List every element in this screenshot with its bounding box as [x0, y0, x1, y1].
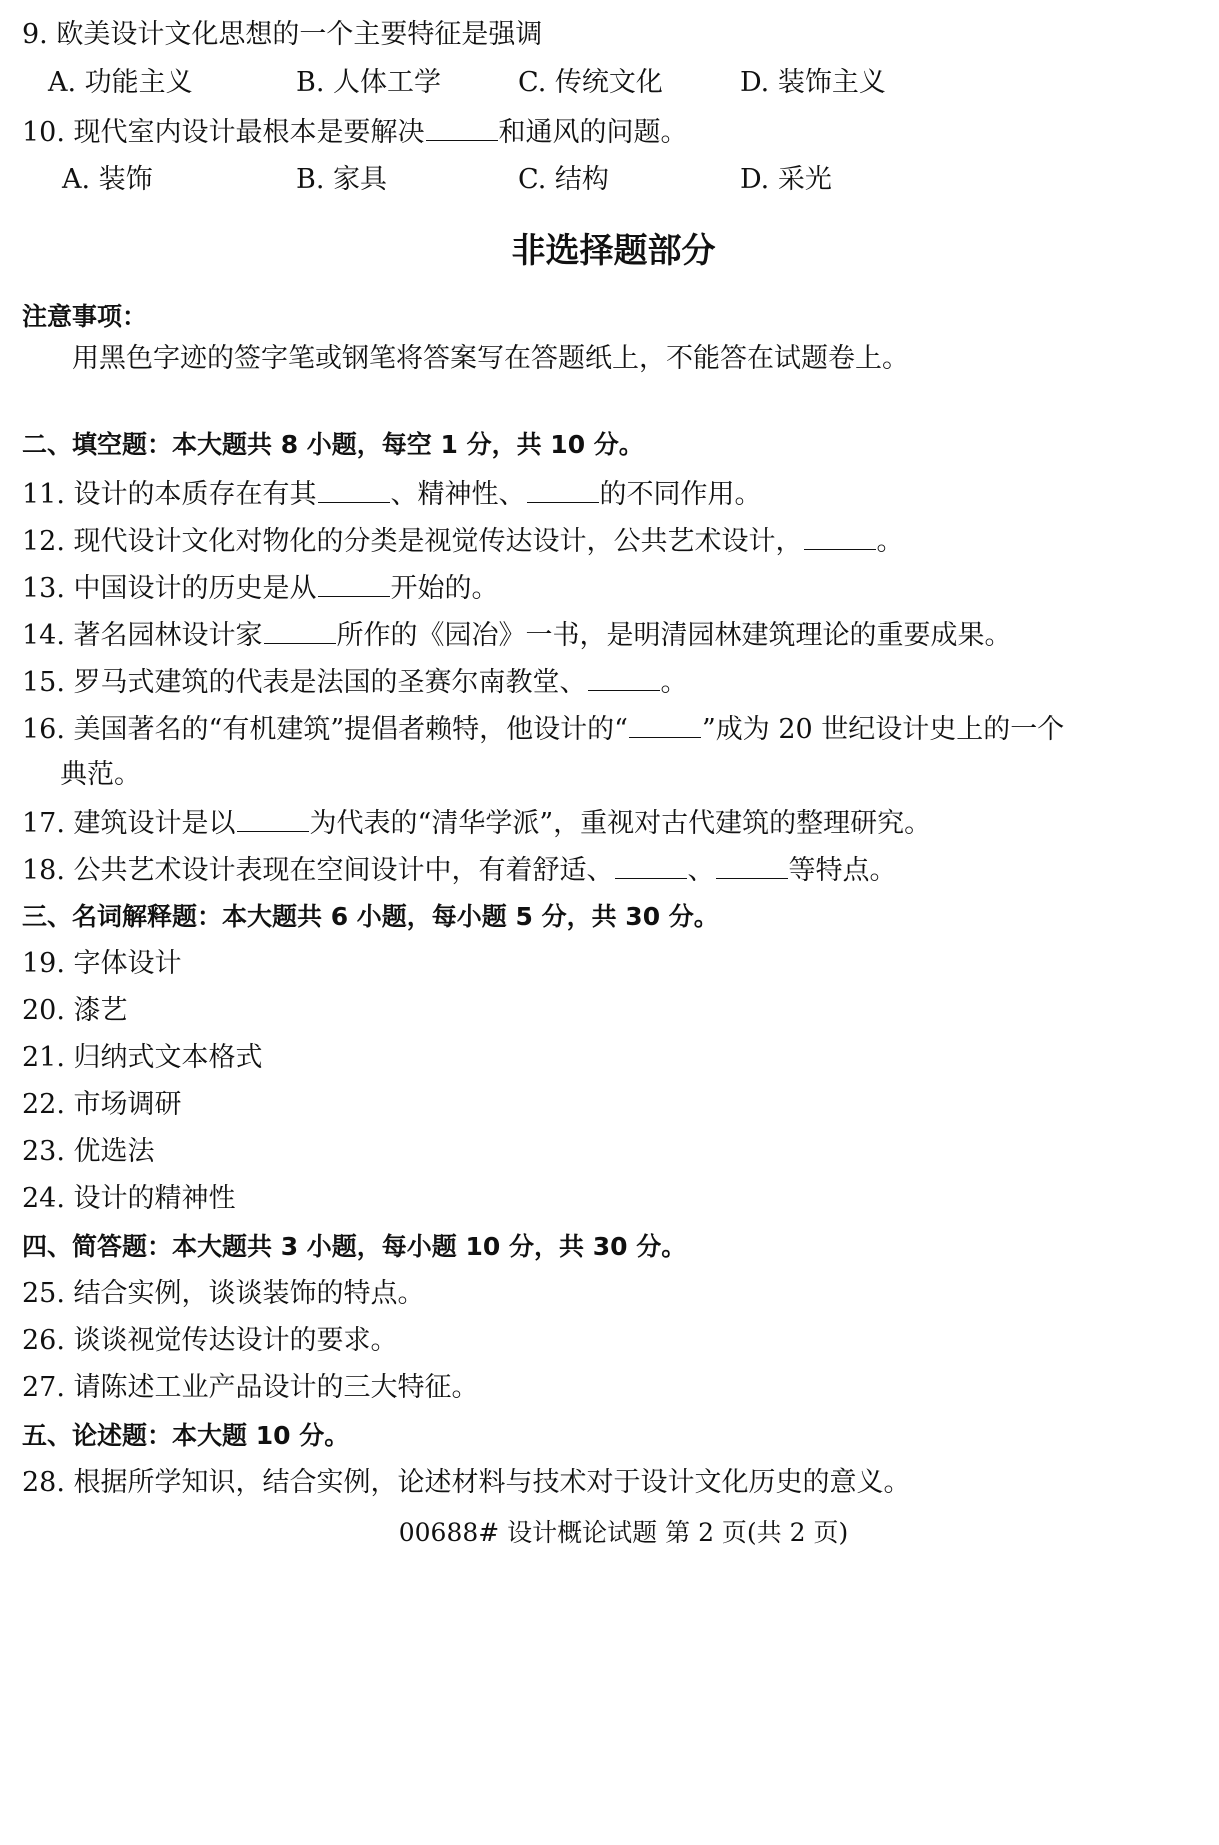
- question-13: 13. 中国设计的历史是从 开始的。: [22, 570, 499, 606]
- answer-blank: [318, 570, 390, 597]
- question-26: 26. 谈谈视觉传达设计的要求。: [22, 1325, 398, 1356]
- q10-option-c: C. 结构: [518, 164, 609, 195]
- question-20: 20. 漆艺: [22, 995, 128, 1026]
- notice-heading: 注意事项：: [22, 302, 148, 331]
- question-27: 27. 请陈述工业产品设计的三大特征。: [22, 1372, 479, 1403]
- part4-heading: 四、简答题：本大题共 3 小题，每小题 10 分，共 30 分。: [22, 1232, 687, 1261]
- q9-option-b: B. 人体工学: [296, 67, 442, 98]
- part3-heading: 三、名词解释题：本大题共 6 小题，每小题 5 分，共 30 分。: [22, 902, 719, 931]
- answer-blank: [527, 476, 599, 503]
- question-22: 22. 市场调研: [22, 1089, 182, 1120]
- q10-option-a: A. 装饰: [62, 164, 153, 195]
- question-28: 28. 根据所学知识，结合实例，论述材料与技术对于设计文化历史的意义。: [22, 1467, 911, 1498]
- question-23: 23. 优选法: [22, 1136, 155, 1167]
- answer-blank: [264, 617, 336, 644]
- question-10-stem: 10. 现代室内设计最根本是要解决 和通风的问题。: [22, 114, 688, 150]
- q10-option-b: B. 家具: [296, 164, 388, 195]
- answer-blank: [588, 664, 660, 691]
- question-9-stem: 9. 欧美设计文化思想的一个主要特征是强调: [22, 19, 543, 50]
- question-12: 12. 现代设计文化对物化的分类是视觉传达设计，公共艺术设计， 。: [22, 523, 904, 559]
- section-title: 非选择题部分: [511, 231, 716, 271]
- question-15: 15. 罗马式建筑的代表是法国的圣赛尔南教堂、 。: [22, 664, 688, 700]
- answer-blank: [237, 805, 309, 832]
- question-17: 17. 建筑设计是以 为代表的“清华学派”，重视对古代建筑的整理研究。: [22, 805, 931, 841]
- part2-heading: 二、填空题：本大题共 8 小题，每空 1 分，共 10 分。: [22, 430, 644, 459]
- question-11: 11. 设计的本质存在有其 、精神性、 的不同作用。: [22, 476, 762, 512]
- question-18: 18. 公共艺术设计表现在空间设计中，有着舒适、 、 等特点。: [22, 852, 897, 888]
- answer-blank: [629, 711, 701, 738]
- answer-blank: [426, 114, 498, 141]
- q9-option-d: D. 装饰主义: [740, 67, 886, 98]
- question-25: 25. 结合实例，谈谈装饰的特点。: [22, 1278, 425, 1309]
- question-16: 16. 美国著名的“有机建筑”提倡者赖特，他设计的“ ”成为 20 世纪设计史上的一个: [22, 711, 1064, 747]
- question-16-continued: 典范。: [60, 759, 141, 790]
- q10-option-d: D. 采光: [740, 164, 832, 195]
- question-19: 19. 字体设计: [22, 948, 182, 979]
- answer-blank: [804, 523, 876, 550]
- q9-option-a: A. 功能主义: [48, 67, 193, 98]
- answer-blank: [318, 476, 390, 503]
- answer-blank: [615, 852, 687, 879]
- question-21: 21. 归纳式文本格式: [22, 1042, 263, 1073]
- part5-heading: 五、论述题：本大题 10 分。: [22, 1421, 350, 1450]
- notice-text: 用黑色字迹的签字笔或钢笔将答案写在答题纸上，不能答在试题卷上。: [72, 343, 909, 374]
- q9-option-c: C. 传统文化: [518, 67, 663, 98]
- question-24: 24. 设计的精神性: [22, 1183, 236, 1214]
- page-footer: 00688# 设计概论试题 第 2 页(共 2 页): [398, 1518, 849, 1547]
- answer-blank: [716, 852, 788, 879]
- question-14: 14. 著名园林设计家 所作的《园冶》一书，是明清园林建筑理论的重要成果。: [22, 617, 1012, 653]
